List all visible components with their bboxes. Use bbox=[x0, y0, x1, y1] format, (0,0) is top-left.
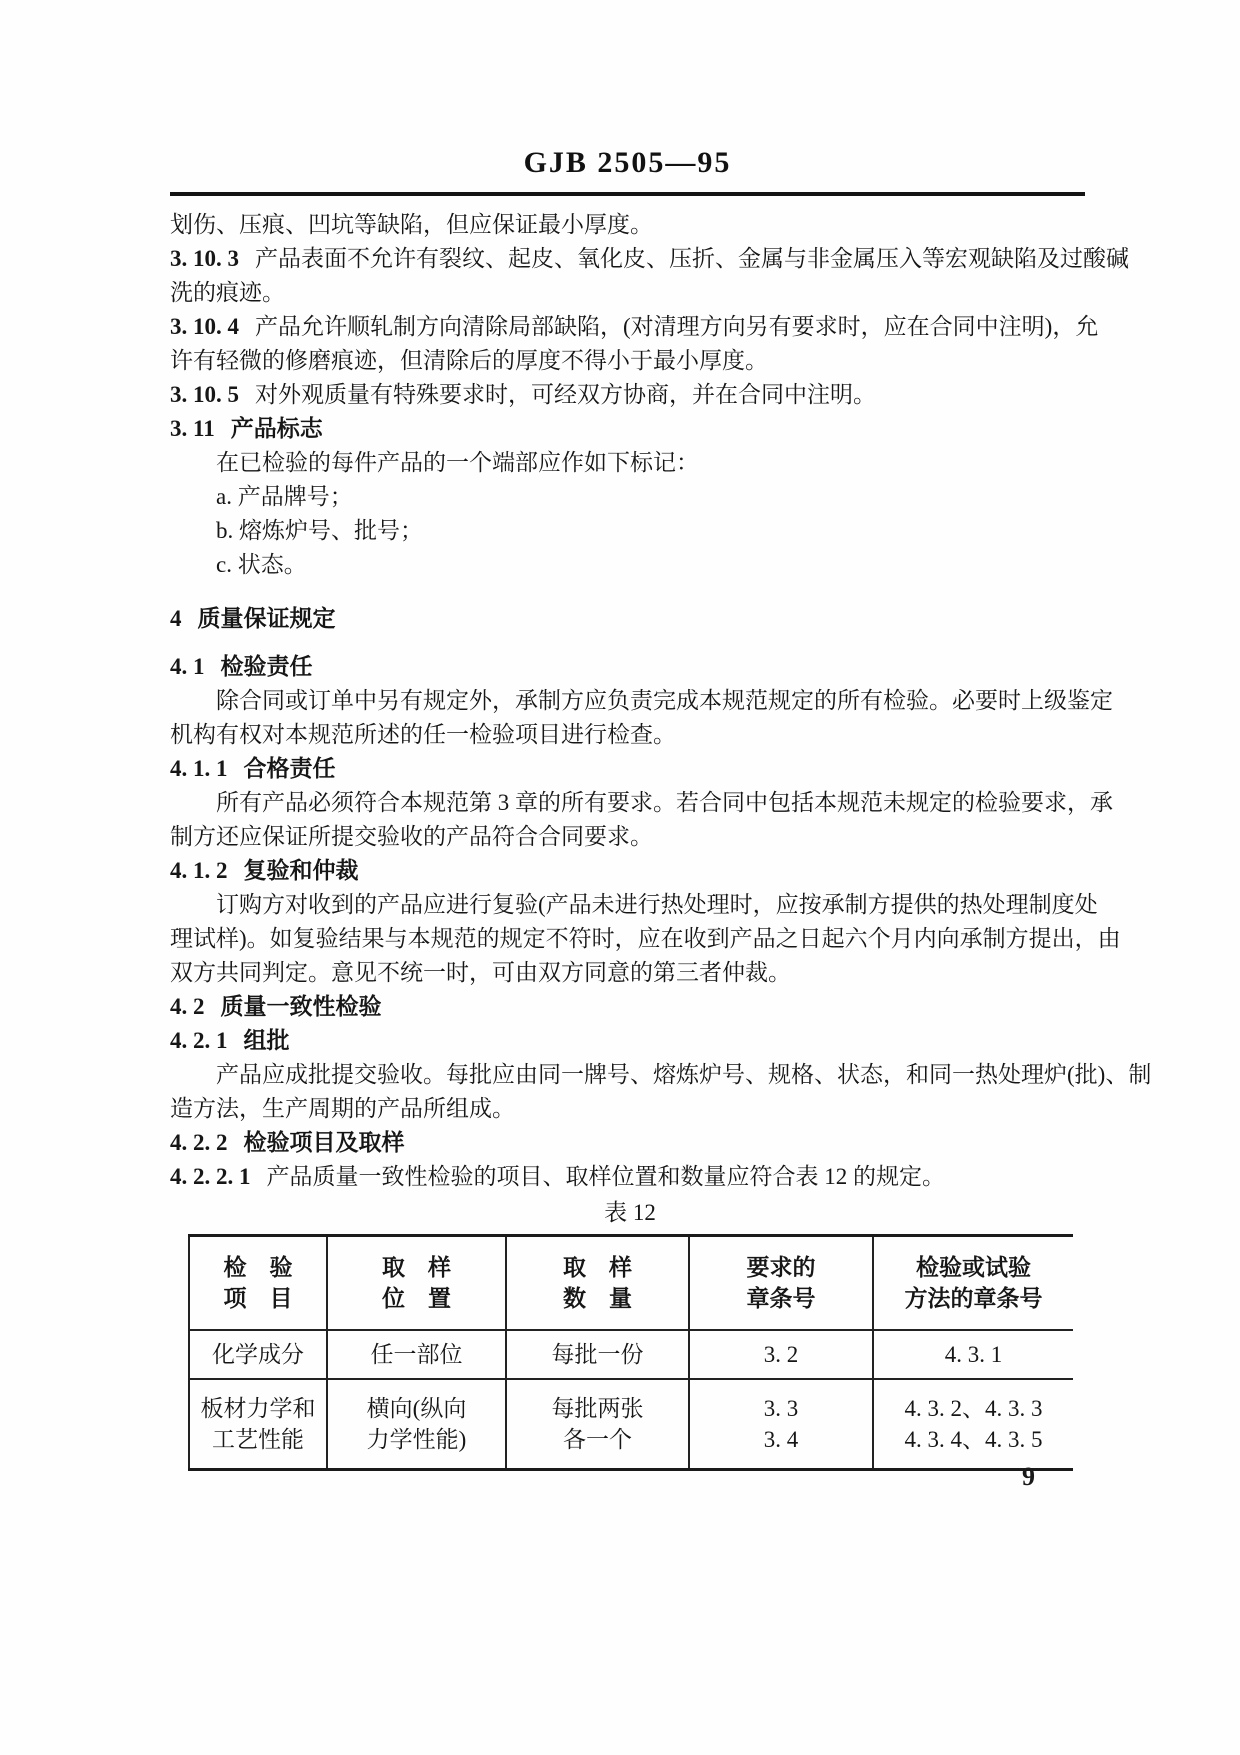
table-row bbox=[189, 1379, 1073, 1470]
table-header-cell bbox=[506, 1236, 689, 1331]
section-heading bbox=[170, 412, 1090, 446]
line-text: 机构有权对本规范所述的任一检验项目进行检查。 bbox=[170, 722, 676, 747]
text-line bbox=[170, 208, 1090, 242]
table-header-text: 数 量 bbox=[563, 1286, 632, 1311]
text-line bbox=[170, 786, 1113, 820]
table-header-text: 项 目 bbox=[223, 1286, 293, 1311]
table-header-text: 检验或试验 bbox=[916, 1255, 1031, 1280]
table-cell-text: 力学性能) bbox=[366, 1427, 467, 1452]
clause-number: 3. 10. 4 bbox=[170, 314, 239, 339]
line-text: 合格责任 bbox=[243, 756, 336, 781]
table-header-text: 要求的 bbox=[746, 1255, 816, 1280]
text-line bbox=[170, 1160, 1090, 1194]
table-cell-text: 3. 2 bbox=[763, 1342, 799, 1367]
table-header-text: 章条号 bbox=[746, 1286, 816, 1311]
page-number: 9 bbox=[1022, 1462, 1035, 1491]
clause-number: 3. 10. 3 bbox=[170, 246, 239, 271]
table-header-cell bbox=[873, 1236, 1073, 1331]
line-text: 质量保证规定 bbox=[197, 606, 336, 631]
line-text: 产品质量一致性检验的项目、取样位置和数量应符合表 12 的规定。 bbox=[266, 1164, 945, 1189]
line-text: 质量一致性检验 bbox=[220, 994, 382, 1019]
line-text: 洗的痕迹。 bbox=[170, 280, 285, 305]
clause-number: 4. 2. 2. 1 bbox=[170, 1164, 251, 1189]
text-line bbox=[170, 820, 1090, 854]
section-heading bbox=[170, 1126, 1090, 1160]
spec-table-body bbox=[189, 1330, 1073, 1470]
table-cell-text: 3. 4 bbox=[763, 1427, 799, 1452]
line-text: 检验项目及取样 bbox=[243, 1130, 405, 1155]
table-cell bbox=[506, 1379, 689, 1470]
text-line bbox=[170, 378, 1090, 412]
table-header-text: 取 样 bbox=[382, 1255, 451, 1280]
line-text: 组批 bbox=[243, 1028, 290, 1053]
table-header-text: 方法的章条号 bbox=[904, 1286, 1043, 1311]
text-line bbox=[170, 344, 1090, 378]
text-line bbox=[170, 276, 1090, 310]
table-cell-text: 4. 3. 1 bbox=[944, 1342, 1003, 1367]
line-text: a. 产品牌号； bbox=[216, 484, 353, 509]
text-line bbox=[170, 888, 1098, 922]
line-text: 订购方对收到的产品应进行复验(产品未进行热处理时，应按承制方提供的热处理制度处 bbox=[216, 892, 1098, 917]
table-cell-text: 3. 3 bbox=[763, 1396, 799, 1421]
table-cell bbox=[189, 1379, 327, 1470]
clause-number: 3. 10. 5 bbox=[170, 382, 239, 407]
line-text: 除合同或订单中另有规定外，承制方应负责完成本规范规定的所有检验。必要时上级鉴定 bbox=[216, 688, 1113, 713]
clause-number: 3. 11 bbox=[170, 416, 215, 441]
table-cell bbox=[327, 1330, 506, 1379]
page-title: GJB 2505—95 bbox=[523, 146, 732, 179]
header-rule bbox=[170, 192, 1085, 196]
table-row bbox=[189, 1330, 1073, 1379]
table-cell-text: 横向(纵向 bbox=[366, 1396, 467, 1421]
table-cell-text: 4. 3. 2、4. 3. 3 bbox=[904, 1396, 1043, 1421]
table-cell bbox=[689, 1330, 873, 1379]
document-body bbox=[170, 208, 1152, 1471]
line-text: c. 状态。 bbox=[216, 552, 307, 577]
table-cell bbox=[327, 1379, 506, 1470]
table-cell-text: 板材力学和 bbox=[200, 1396, 316, 1421]
text-line bbox=[170, 956, 1090, 990]
table-header-cell bbox=[327, 1236, 506, 1331]
section-heading bbox=[170, 650, 1090, 684]
line-text: 产品允许顺轧制方向清除局部缺陷，(对清理方向另有要求时，应在合同中注明)，允 bbox=[255, 314, 1099, 339]
line-text: 产品应成批提交验收。每批应由同一牌号、熔炼炉号、规格、状态，和同一热处理炉(批)、制 bbox=[216, 1062, 1152, 1087]
spec-table-header bbox=[189, 1236, 1073, 1331]
text-line bbox=[170, 718, 1090, 752]
line-text: b. 熔炼炉号、批号； bbox=[216, 518, 423, 543]
clause-number: 4. 2. 1 bbox=[170, 1028, 228, 1053]
text-line bbox=[170, 242, 1129, 276]
text-line bbox=[170, 684, 1113, 718]
line-text: 划伤、压痕、凹坑等缺陷，但应保证最小厚度。 bbox=[170, 212, 653, 237]
table-cell bbox=[506, 1330, 689, 1379]
line-text: 复验和仲裁 bbox=[243, 858, 359, 883]
table-cell-text: 化学成分 bbox=[212, 1342, 304, 1367]
clause-number: 4 bbox=[170, 606, 182, 631]
text-line bbox=[170, 548, 1090, 582]
table-cell-text: 每批一份 bbox=[551, 1342, 644, 1367]
clause-number: 4. 1. 1 bbox=[170, 756, 228, 781]
clause-number: 4. 1. 2 bbox=[170, 858, 228, 883]
table-cell bbox=[873, 1330, 1073, 1379]
text-lines bbox=[170, 208, 1152, 1194]
section-heading bbox=[170, 1024, 1090, 1058]
text-line bbox=[170, 310, 1099, 344]
table-caption: 表 12 bbox=[604, 1200, 656, 1225]
line-text: 造方法，生产周期的产品所组成。 bbox=[170, 1096, 515, 1121]
table-header-cell bbox=[689, 1236, 873, 1331]
table-cell bbox=[189, 1330, 327, 1379]
table-header-row bbox=[189, 1236, 1073, 1331]
line-text: 对外观质量有特殊要求时，可经双方协商，并在合同中注明。 bbox=[255, 382, 876, 407]
line-text: 检验责任 bbox=[220, 654, 313, 679]
line-text: 制方还应保证所提交验收的产品符合合同要求。 bbox=[170, 824, 653, 849]
text-line bbox=[170, 514, 1090, 548]
line-text: 许有轻微的修磨痕迹，但清除后的厚度不得小于最小厚度。 bbox=[170, 348, 768, 373]
table-header-text: 检 验 bbox=[223, 1255, 293, 1280]
text-line bbox=[170, 1058, 1152, 1092]
clause-number: 4. 1 bbox=[170, 654, 205, 679]
table-header-text: 位 置 bbox=[382, 1286, 451, 1311]
line-text: 产品标志 bbox=[230, 416, 323, 441]
table-cell-text: 每批两张 bbox=[551, 1396, 644, 1421]
text-line bbox=[170, 1092, 1090, 1126]
section-heading bbox=[170, 990, 1090, 1024]
clause-number: 4. 2. 2 bbox=[170, 1130, 228, 1155]
clause-number: 4. 2 bbox=[170, 994, 205, 1019]
text-line bbox=[170, 922, 1121, 956]
line-text: 在已检验的每件产品的一个端部应作如下标记： bbox=[216, 450, 699, 475]
line-text: 理试样)。如复验结果与本规范的规定不符时，应在收到产品之日起六个月内向承制方提出，由 bbox=[170, 926, 1121, 951]
section-heading bbox=[170, 752, 1090, 786]
table-header-cell bbox=[189, 1236, 327, 1331]
line-text: 双方共同判定。意见不统一时，可由双方同意的第三者仲裁。 bbox=[170, 960, 791, 985]
section-heading bbox=[170, 854, 1090, 888]
text-line bbox=[170, 480, 1090, 514]
table-cell-text: 各一个 bbox=[563, 1427, 632, 1452]
line-text: 所有产品必须符合本规范第 3 章的所有要求。若合同中包括本规范未规定的检验要求，承 bbox=[216, 790, 1113, 815]
table-cell-text: 4. 3. 4、4. 3. 5 bbox=[904, 1427, 1043, 1452]
line-text: 产品表面不允许有裂纹、起皮、氧化皮、压折、金属与非金属压入等宏观缺陷及过酸碱 bbox=[255, 246, 1129, 271]
table-header-text: 取 样 bbox=[563, 1255, 632, 1280]
table-cell-text: 工艺性能 bbox=[212, 1427, 304, 1452]
table-cell bbox=[689, 1379, 873, 1470]
table-cell-text: 任一部位 bbox=[370, 1342, 463, 1367]
table-cell bbox=[873, 1379, 1073, 1470]
text-line bbox=[170, 446, 1090, 480]
spec-table bbox=[188, 1234, 1073, 1471]
section-heading bbox=[170, 602, 1090, 636]
